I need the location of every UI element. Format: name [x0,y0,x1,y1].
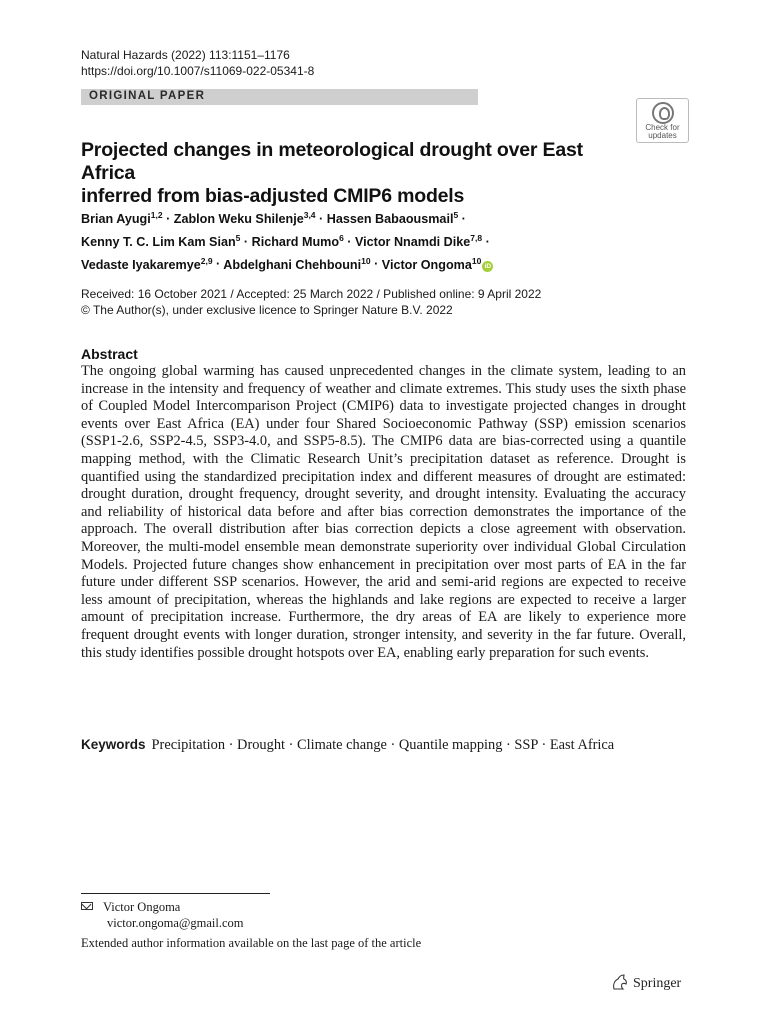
footnote-rule [81,893,270,894]
abstract-heading: Abstract [81,346,138,362]
keywords-list: Precipitation · Drought · Climate change · Quantile mapping · SSP · East Africa [151,737,615,753]
publication-history: Received: 16 October 2021 / Accepted: 25 March 2022 / Published online: 9 April 2022 [81,287,542,301]
envelope-icon [81,902,93,910]
doi-link[interactable]: https://doi.org/10.1007/s11069-022-05341-8 [81,64,315,78]
author[interactable]: Hassen Babaousmail$^5$ [326,210,459,227]
author[interactable]: Richard Mumo$^6$ [251,232,344,249]
orcid-icon[interactable]: iD [482,261,493,272]
publisher-name: Springer [633,976,682,991]
author[interactable]: Brian Ayugi$^{1,2}$ [81,210,163,227]
author[interactable]: Victor Nnamdi Dike$^{7,8}$ [355,232,483,249]
author[interactable]: Zablon Weku Shilenje$^{3,4}$ [173,210,316,227]
extended-author-info: Extended author information available on the last page of the article [81,936,422,950]
check-for-updates-icon [652,102,674,124]
journal-header [81,47,314,79]
corresponding-author-email[interactable]: victor.ongoma@gmail.com [107,916,244,930]
springer-horse-icon [611,974,629,990]
abstract-text: The ongoing global warming has caused unprecedented changes in the climate system, leading to an increase in the intensity and frequency of weather and climate extremes. This study uses the sixth phase of Coupled Model Intercomparison Project (CMIP6) data to investigate projected changes in drought events over East Africa (EA) under four Shared Socioeconomic Pathway (SSP) emission scenarios (SSP1-2.6, SSP2-4.5, SSP3-4.0, and SSP5-8.5). The CMIP6 data are bias-corrected using a quantile mapping method, with the Climatic Research Unit’s precipitation dataset as reference. Drought is quantified using the standardized precipitation index and different measures of drought are estimated: drought duration, drought frequency, drought severity, and drought intensity. Evaluating the accuracy and reliability of historical data before and after bias correction demonstrates the importance of the approach. The overall distribution after bias correction depicts a close agreement with observation. Moreover, the multi-model ensemble mean demonstrate superiority over individual Global Circulation Models. Projected future changes show enhancement in precipitation over most parts of EA in the far future under different SSP scenarios. However, the arid and semi-arid regions are expected to receive less amount of precipitation, whereas the highlands and lake regions are expected to receive a larger amount of precipitation increase. Furthermore, the dry areas of EA are likely to experience more frequent drought events with longer duration, stronger intensity, and severity in the far future. Overall, this study identifies possible drought hotspots over EA, enabling early preparation for such events. [81,363,686,661]
publisher-logo [611,974,681,992]
author[interactable]: Abdelghani Chehbouni$^{10}$ [223,255,371,272]
article-type-banner [81,89,478,105]
paper-title: Projected changes in meteorological drought over East Africa inferred from bias-adjusted CMIP6 models [81,139,583,207]
article-type-label: ORIGINAL PAPER [89,90,206,102]
keywords-label: Keywords [81,737,146,752]
keywords [81,736,614,754]
author[interactable]: Kenny T. C. Lim Kam Sian$^5$ [81,232,241,249]
author[interactable]: Vedaste Iyakaremye$^{2,9}$ [81,255,213,272]
corresponding-author-name: Victor Ongoma [103,900,181,914]
author[interactable]: Victor Ongoma$^{10}$ [381,255,482,272]
copyright-notice: © The Author(s), under exclusive licence to Springer Nature B.V. 2022 [81,303,453,317]
journal-citation: Natural Hazards (2022) 113:1151–1176 [81,48,290,62]
check-for-updates-badge[interactable]: Check for updates [636,98,689,143]
publication-dates [81,286,541,318]
author-list: Brian Ayugi$^{1,2}$ · Zablon Weku Shilenje$^{3,4}$ · Hassen Babaousmail$^5$ · Kenny T. C. Lim Kam Sian$^5$ · Richard Mumo$^6$ · Victor Nnamdi Dike$^{7,8}$ · Vedaste Iyakaremye$^{2,9}$ · Abdelghani Chehbouni$^{10}$ · Victor Ongoma$^{10}$iD [81,206,621,274]
corresponding-author [81,899,244,931]
